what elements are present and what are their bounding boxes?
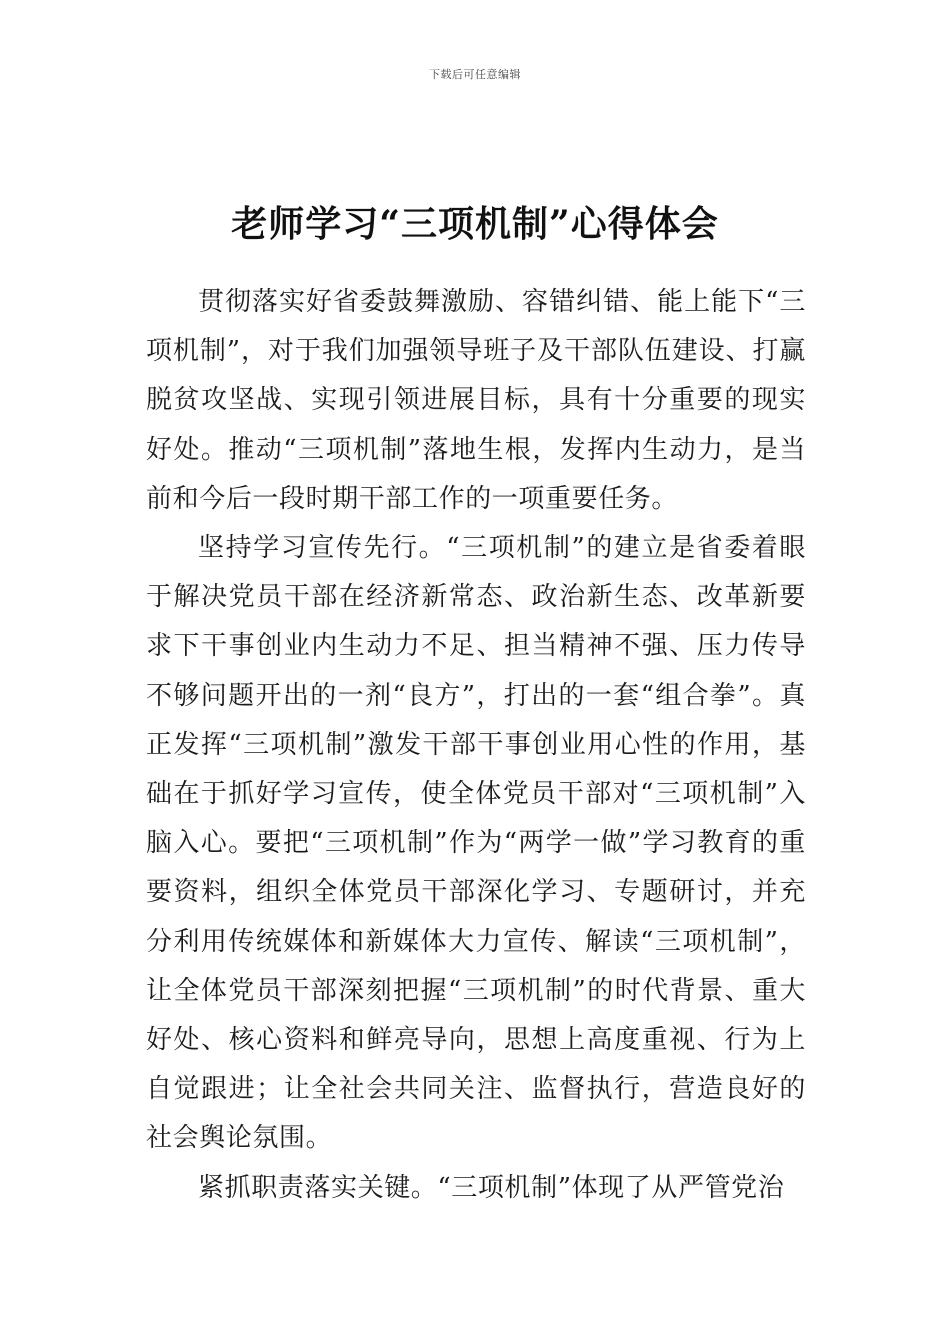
download-note: 下载后可任意编辑 [429, 68, 521, 81]
paragraph-responsibility: 紧抓职责落实关键。“三项机制”体现了从严管党治 [198, 1172, 785, 1203]
document-title: 老师学习“三项机制”心得体会 [231, 203, 719, 246]
paragraph-intro: 贯彻落实好省委鼓舞激励、容错纠错、能上能下“三项机制”，对于我们加强领导班子及干部队伍建设、打赢脱贫攻坚战、实现引领进展目标，具有十分重要的现实好处。推动“三项机制”落地生根，发挥内生动力，是当前和今后一段时期干部工作的一项重要任务。 [146, 287, 806, 514]
document-body [146, 278, 806, 1213]
paragraph-study-publicity: 坚持学习宣传先行。“三项机制”的建立是省委着眼于解决党员干部在经济新常态、政治新生态、改革新要求下干事创业内生动力不足、担当精神不强、压力传导不够问题开出的一剂“良方”，打出的一套“组合拳”。真正发挥“三项机制”激发干部干事创业用心性的作用，基础在于抓好学习宣传，使全体党员干部对“三项机制”入脑入心。要把“三项机制”作为“两学一做”学习教育的重要资料，组织全体党员干部深化学习、专题研讨，并充分利用传统媒体和新媒体大力宣传、解读“三项机制”，让全体党员干部深刻把握“三项机制”的时代背景、重大好处、核心资料和鲜亮导向，思想上高度重视、行为上自觉跟进；让全社会共同关注、监督执行，营造良好的社会舆论氛围。 [146, 533, 806, 1154]
